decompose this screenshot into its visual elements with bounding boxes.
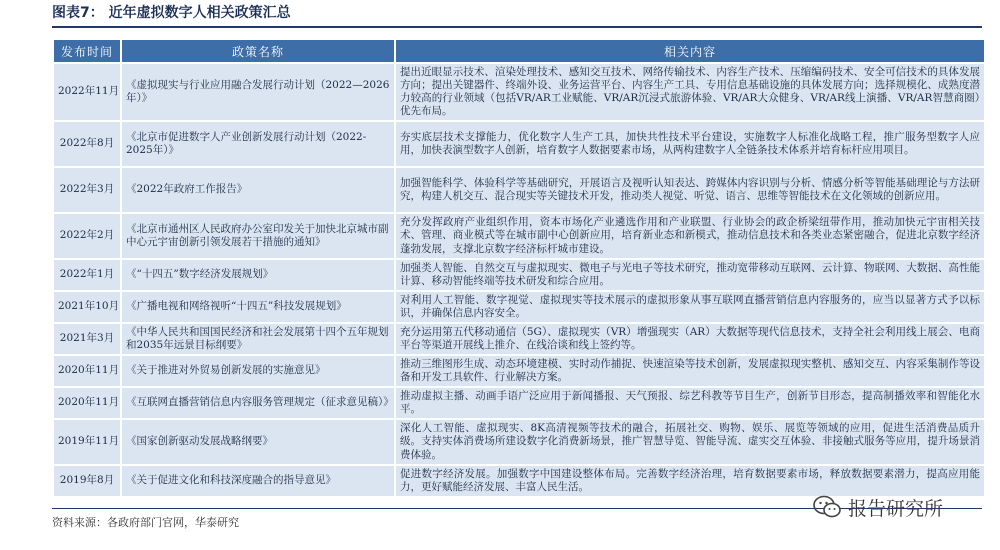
- policy-table: [52, 38, 986, 498]
- table-row: [54, 388, 984, 418]
- row-content: 推动三维图形生成、动态环境建模、实时动作捕捉、快速渲染等技术创新，发展虚拟现实整机、感知交互、内容采集制作等设备和开发工具软件、行业解决方案。: [396, 356, 984, 386]
- row-policy-name: 《广播电视和网络视听“十四五”科技发展规划》: [122, 292, 394, 322]
- header-time: 发布时间: [54, 40, 120, 62]
- row-time: 2022年11月: [54, 64, 120, 120]
- row-policy-name: 《关于推进对外贸易创新发展的实施意见》: [122, 356, 394, 386]
- row-content: 对利用人工智能、数字视觉、虚拟现实等技术展示的虚拟形象从事互联网直播营销信息内容服务的，应当以显著方式予以标识，并确保信息内容安全。: [396, 292, 984, 322]
- watermark-text: 报告研究所: [848, 497, 944, 520]
- table-row: [54, 64, 984, 120]
- table-row: [54, 420, 984, 464]
- row-policy-name: 《虚拟现实与行业应用融合发展行动计划（2022—2026年）》: [122, 64, 394, 120]
- row-time: 2021年3月: [54, 324, 120, 354]
- wechat-icon: [812, 494, 842, 520]
- row-content: 促进数字经济发展。加强数字中国建设整体布局。完善数字经济治理，培育数据要素市场，释放数据要素潜力，提高应用能力，更好赋能经济发展、丰富人民生活。: [396, 466, 984, 496]
- row-time: 2022年2月: [54, 214, 120, 258]
- row-time: 2022年3月: [54, 168, 120, 212]
- row-policy-name: 《2022年政府工作报告》: [122, 168, 394, 212]
- title-rule: [52, 26, 982, 28]
- row-time: 2021年10月: [54, 292, 120, 322]
- row-content: 加强类人智能、自然交互与虚拟现实、微电子与光电子等技术研究，推动宽带移动互联网、云计算、物联网、大数据、高性能计算、移动智能终端等技术研发和综合应用。: [396, 260, 984, 290]
- header-content: 相关内容: [396, 40, 984, 62]
- row-policy-name: 《中华人民共和国国民经济和社会发展第十四个五年规划和2035年远景目标纲要》: [122, 324, 394, 354]
- row-content: 提出近眼显示技术、渲染处理技术、感知交互技术、网络传输技术、内容生产技术、压缩编码技术、安全可信技术的具体发展方向；提出关键器件、终端外设、业务运营平台、内容生产工具、专用信息基础设施的具体发展方向；选择规模化、成熟度潜力较高的行业领域（包括VR/AR工业赋能、VR/AR沉浸式旅游体验、VR/AR大众健身、VR/AR线上演播、VR/AR智慧商圈）优先布局。: [396, 64, 984, 120]
- table-row: [54, 324, 984, 354]
- row-time: 2022年8月: [54, 122, 120, 166]
- table-row: [54, 214, 984, 258]
- source-note: 资料来源：各政府部门官网，华泰研究: [52, 516, 239, 529]
- row-policy-name: 《北京市促进数字人产业创新发展行动计划（2022-2025年）》: [122, 122, 394, 166]
- row-time: 2019年8月: [54, 466, 120, 496]
- row-policy-name: 《国家创新驱动发展战略纲要》: [122, 420, 394, 464]
- row-time: 2020年11月: [54, 356, 120, 386]
- table-row: [54, 168, 984, 212]
- row-policy-name: 《互联网直播营销信息内容服务管理规定（征求意见稿）》: [122, 388, 394, 418]
- row-policy-name: 《北京市通州区人民政府办公室印发关于加快北京城市副中心元宇宙创新引领发展若干措施的通知》: [122, 214, 394, 258]
- table-row: [54, 356, 984, 386]
- table-row: [54, 260, 984, 290]
- table-row: [54, 122, 984, 166]
- figure-title: 图表7： 近年虚拟数字人相关政策汇总: [52, 5, 291, 21]
- row-content: 推动虚拟主播、动画手语广泛应用于新闻播报、天气预报、综艺科教等节目生产，创新节目形态，提高制播效率和智能化水平。: [396, 388, 984, 418]
- table-header-row: [54, 40, 984, 62]
- row-policy-name: 《关于促进文化和科技深度融合的指导意见》: [122, 466, 394, 496]
- row-time: 2022年1月: [54, 260, 120, 290]
- row-content: 深化人工智能、虚拟现实、8K高清视频等技术的融合，拓展社交、购物、娱乐、展览等领域的应用，促进生活消费品质升级。支持实体消费场所建设数字化消费新场景，推广智慧导览、智能导流、虚实交互体验、非接触式服务等应用，提升场景消费体验。: [396, 420, 984, 464]
- table-row: [54, 292, 984, 322]
- row-content: 充分发挥政府产业组织作用，资本市场化产业遴选作用和产业联盟、行业协会的政企桥梁纽带作用，推动加快元宇宙相关技术、管理、商业模式等在城市副中心创新应用，培育新业态和新模式，推动信息技术和各类业态紧密融合，促进北京数字经济蓬勃发展，支撑北京数字经济标杆城市建设。: [396, 214, 984, 258]
- row-time: 2019年11月: [54, 420, 120, 464]
- header-name: 政策名称: [122, 40, 394, 62]
- row-content: 充分运用第五代移动通信（5G）、虚拟现实（VR）增强现实（AR）大数据等现代信息技术，支持全社会利用线上展会、电商平台等渠道开展线上推介、在线洽谈和线上签约等。: [396, 324, 984, 354]
- row-time: 2020年11月: [54, 388, 120, 418]
- row-policy-name: 《“十四五”数字经济发展规划》: [122, 260, 394, 290]
- row-content: 夯实底层技术支撑能力，优化数字人生产工具，加快共性技术平台建设，实施数字人标准化战略工程，推广服务型数字人应用，加快表演型数字人创新，培育数字人数据要素市场，从两构建数字人全链条技术体系并培育标杆应用项目。: [396, 122, 984, 166]
- watermark: [812, 492, 943, 522]
- row-content: 加强智能科学、体验科学等基础研究，开展语言及视听认知表达、跨媒体内容识别与分析、情感分析等智能基础理论与方法研究，构建人机交互、混合现实等关键技术开发，推动类人视觉、听觉、语言、思维等智能技术在文化领域的创新应用。: [396, 168, 984, 212]
